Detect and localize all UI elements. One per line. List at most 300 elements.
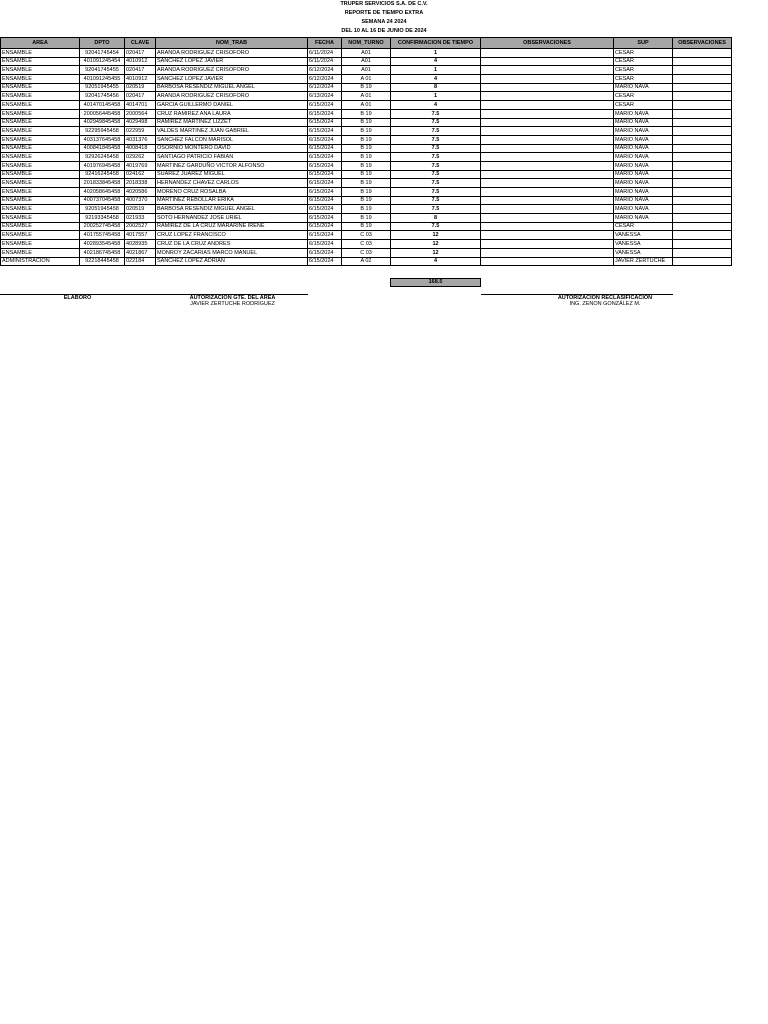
cell-fecha[interactable]: 6/15/2024 [308,231,342,240]
cell-dpto[interactable]: 201833845458 [80,179,125,188]
cell-fecha[interactable]: 6/11/2024 [308,57,342,66]
cell-nom-trab[interactable]: CRUZ RAMIREZ ANA LAURA [156,109,308,118]
cell-nom-turno[interactable]: B 19 [342,188,391,197]
cell-observaciones[interactable] [481,205,614,214]
cell-nom-turno[interactable]: A01 [342,66,391,75]
cell-area[interactable]: ENSAMBLE [1,101,80,110]
cell-sup[interactable]: JAVIER ZERTUCHE [614,257,673,266]
cell-confirmacion[interactable]: 4 [391,101,481,110]
cell-nom-trab[interactable]: RAMIREZ MARTINEZ LIZZET [156,118,308,127]
col-header-observaciones-2[interactable]: OBSERVACIONES [673,38,732,49]
cell-area[interactable]: ENSAMBLE [1,66,80,75]
cell-nom-turno[interactable]: B 19 [342,118,391,127]
cell-nom-turno[interactable]: A 02 [342,257,391,266]
cell-confirmacion[interactable]: 8 [391,83,481,92]
cell-fecha[interactable]: 6/15/2024 [308,170,342,179]
cell-dpto[interactable]: 401470145458 [80,101,125,110]
col-header-confirmacion[interactable]: CONFIRMACION DE TIEMPO [391,38,481,49]
cell-area[interactable]: ENSAMBLE [1,109,80,118]
cell-dpto[interactable]: 92218445458 [80,257,125,266]
cell-area[interactable]: ENSAMBLE [1,196,80,205]
cell-nom-turno[interactable]: B 19 [342,179,391,188]
cell-area[interactable]: ENSAMBLE [1,248,80,257]
cell-observaciones[interactable] [481,257,614,266]
cell-observaciones-2[interactable] [673,109,732,118]
cell-observaciones-2[interactable] [673,153,732,162]
cell-observaciones-2[interactable] [673,75,732,84]
cell-area[interactable]: ENSAMBLE [1,75,80,84]
cell-area[interactable]: ENSAMBLE [1,57,80,66]
report-week: SEMANA 24 2024 [361,19,407,25]
cell-confirmacion[interactable]: 7.5 [391,153,481,162]
cell-confirmacion[interactable]: 1 [391,66,481,75]
cell-sup[interactable]: MARIO NAVA [614,127,673,136]
cell-observaciones[interactable] [481,248,614,257]
cell-dpto[interactable]: 401091245454 [80,57,125,66]
cell-nom-turno[interactable]: B 19 [342,214,391,223]
table-row [1,135,732,144]
signature-gte-title: AUTORIZACION GTE. DEL AREA [189,295,276,301]
cell-observaciones-2[interactable] [673,83,732,92]
cell-clave[interactable]: 2000564 [125,109,156,118]
cell-area[interactable]: ENSAMBLE [1,92,80,101]
cell-fecha[interactable]: 6/15/2024 [308,179,342,188]
cell-nom-trab[interactable]: SOTO HERNANDEZ JOSE URIEL [156,214,308,223]
table-row [1,75,732,84]
cell-nom-trab[interactable]: ARANDA RODRIGUEZ CRISOFORO [156,66,308,75]
cell-fecha[interactable]: 6/15/2024 [308,214,342,223]
cell-observaciones-2[interactable] [673,248,732,257]
cell-observaciones-2[interactable] [673,170,732,179]
table-row [1,231,732,240]
cell-area[interactable]: ENSAMBLE [1,240,80,249]
cell-observaciones[interactable] [481,109,614,118]
cell-dpto[interactable]: 92295945458 [80,127,125,136]
cell-clave[interactable]: 4007370 [125,196,156,205]
cell-observaciones-2[interactable] [673,135,732,144]
cell-nom-turno[interactable]: A 01 [342,92,391,101]
cell-nom-turno[interactable]: C 03 [342,240,391,249]
table-row [1,127,732,136]
cell-confirmacion[interactable]: 8 [391,214,481,223]
cell-clave[interactable]: 020417 [125,49,156,58]
cell-nom-turno[interactable]: B 19 [342,83,391,92]
cell-observaciones[interactable] [481,196,614,205]
cell-clave[interactable]: 020417 [125,92,156,101]
cell-nom-trab[interactable]: CRUZ LOPEZ FRANCISCO [156,231,308,240]
cell-area[interactable]: ENSAMBLE [1,49,80,58]
cell-clave[interactable]: 020417 [125,66,156,75]
cell-nom-trab[interactable]: SANCHEZ LOPEZ ADRIAN [156,257,308,266]
cell-area[interactable]: ENSAMBLE [1,127,80,136]
signature-gte [160,295,305,307]
cell-area[interactable]: ENSAMBLE [1,205,80,214]
cell-nom-trab[interactable]: MORENO CRUZ ROSALBA [156,188,308,197]
table-row [1,240,732,249]
cell-dpto[interactable]: 401755745458 [80,231,125,240]
cell-nom-turno[interactable]: B 19 [342,144,391,153]
cell-observaciones-2[interactable] [673,118,732,127]
cell-nom-trab[interactable]: OSORNIO MONTERO DAVID [156,144,308,153]
cell-clave[interactable]: 022184 [125,257,156,266]
cell-observaciones-2[interactable] [673,57,732,66]
cell-clave[interactable]: 2018338 [125,179,156,188]
cell-sup[interactable]: MARIO NAVA [614,161,673,170]
cell-observaciones[interactable] [481,57,614,66]
cell-clave[interactable]: 020519 [125,83,156,92]
cell-observaciones-2[interactable] [673,257,732,266]
cell-dpto[interactable]: 402186745458 [80,248,125,257]
table-row [1,83,732,92]
cell-area[interactable]: ENSAMBLE [1,118,80,127]
cell-fecha[interactable]: 6/15/2024 [308,196,342,205]
cell-sup[interactable]: MARIO NAVA [614,214,673,223]
cell-fecha[interactable]: 6/15/2024 [308,135,342,144]
cell-fecha[interactable]: 6/15/2024 [308,153,342,162]
report-title: REPORTE DE TIEMPO EXTRA [344,10,424,16]
cell-observaciones[interactable] [481,188,614,197]
cell-observaciones-2[interactable] [673,240,732,249]
cell-nom-turno[interactable]: A01 [342,49,391,58]
cell-observaciones[interactable] [481,66,614,75]
cell-observaciones[interactable] [481,118,614,127]
cell-clave[interactable]: 4010912 [125,75,156,84]
company-name: TRUPER SERVICIOS S.A. DE C.V. [340,1,428,7]
cell-fecha[interactable]: 6/15/2024 [308,118,342,127]
cell-confirmacion[interactable]: 4 [391,57,481,66]
signature-reclas-title: AUTORIZACION RECLASIFICACION [557,295,653,301]
cell-observaciones-2[interactable] [673,127,732,136]
cell-sup[interactable]: CESAR [614,222,673,231]
cell-dpto[interactable]: 400841845458 [80,144,125,153]
cell-clave[interactable]: 4020586 [125,188,156,197]
cell-observaciones-2[interactable] [673,161,732,170]
table-row [1,49,732,58]
cell-confirmacion[interactable]: 4 [391,257,481,266]
cell-observaciones-2[interactable] [673,179,732,188]
cell-nom-turno[interactable]: A01 [342,57,391,66]
cell-nom-turno[interactable]: C 03 [342,231,391,240]
cell-nom-trab[interactable]: CRUZ DE LA CRUZ ANDRES [156,240,308,249]
overtime-table [0,37,732,266]
cell-dpto[interactable]: 92041745454 [80,49,125,58]
cell-confirmacion[interactable]: 1 [391,92,481,101]
cell-nom-turno[interactable]: B 19 [342,153,391,162]
cell-confirmacion[interactable]: 4 [391,75,481,84]
cell-fecha[interactable]: 6/15/2024 [308,101,342,110]
cell-sup[interactable]: MARIO NAVA [614,179,673,188]
table-row [1,222,732,231]
cell-confirmacion[interactable]: 7.5 [391,135,481,144]
cell-observaciones-2[interactable] [673,92,732,101]
table-row [1,109,732,118]
table-row [1,144,732,153]
cell-observaciones[interactable] [481,83,614,92]
cell-nom-turno[interactable]: B 19 [342,127,391,136]
cell-confirmacion[interactable]: 12 [391,240,481,249]
cell-sup[interactable]: MARIO NAVA [614,144,673,153]
cell-nom-trab[interactable]: SANCHEZ LOPEZ JAVIER [156,57,308,66]
table-row [1,179,732,188]
cell-confirmacion[interactable]: 12 [391,248,481,257]
cell-nom-trab[interactable]: MARTINEZ REBOLLAR ERIKA [156,196,308,205]
signature-reclasificacion [530,295,680,307]
cell-clave[interactable]: 4008418 [125,144,156,153]
cell-area[interactable]: ENSAMBLE [1,222,80,231]
cell-dpto[interactable]: 92041745456 [80,92,125,101]
cell-observaciones-2[interactable] [673,188,732,197]
table-row [1,153,732,162]
cell-clave[interactable]: 4021867 [125,248,156,257]
cell-observaciones-2[interactable] [673,144,732,153]
report-date-range: DEL 10 AL 16 DE JUNIO DE 2024 [341,28,427,34]
col-header-area[interactable]: AREA [1,38,80,49]
cell-clave[interactable]: 4017557 [125,231,156,240]
cell-nom-trab[interactable]: GARCIA GUILLERMO DANIEL [156,101,308,110]
cell-area[interactable]: ADMINISTRACION [1,257,80,266]
cell-fecha[interactable]: 6/15/2024 [308,144,342,153]
cell-clave[interactable]: 2002527 [125,222,156,231]
cell-sup[interactable]: CESAR [614,101,673,110]
col-header-observaciones[interactable]: OBSERVACIONES [481,38,614,49]
cell-clave[interactable]: 021933 [125,214,156,223]
cell-sup[interactable]: CESAR [614,75,673,84]
cell-confirmacion[interactable]: 7.5 [391,170,481,179]
signature-reclas-name: ING. ZENON GONZÁLEZ M. [569,301,641,307]
total-hours-cell[interactable]: 168.5 [390,278,481,287]
col-header-clave[interactable]: CLAVE [125,38,156,49]
table-row [1,205,732,214]
cell-confirmacion[interactable]: 7.5 [391,109,481,118]
cell-observaciones[interactable] [481,170,614,179]
table-row [1,170,732,179]
cell-fecha[interactable]: 6/15/2024 [308,188,342,197]
table-row [1,101,732,110]
cell-sup[interactable]: MARIO NAVA [614,170,673,179]
cell-dpto[interactable]: 401091245455 [80,75,125,84]
cell-confirmacion[interactable]: 7.5 [391,222,481,231]
signature-elaboro [30,295,125,301]
table-row [1,214,732,223]
cell-fecha[interactable]: 6/12/2024 [308,83,342,92]
cell-confirmacion[interactable]: 7.5 [391,127,481,136]
cell-nom-turno[interactable]: A 01 [342,75,391,84]
cell-nom-trab[interactable]: BARBOSA RESENDIZ MIGUEL ANGEL [156,83,308,92]
col-header-nom-turno[interactable]: NOM_TURNO [342,38,391,49]
table-row [1,57,732,66]
cell-observaciones-2[interactable] [673,66,732,75]
cell-confirmacion[interactable]: 1 [391,49,481,58]
cell-confirmacion[interactable]: 7.5 [391,118,481,127]
col-header-dpto[interactable]: DPTO [80,38,125,49]
cell-nom-turno[interactable]: B 19 [342,161,391,170]
cell-observaciones[interactable] [481,240,614,249]
cell-fecha[interactable]: 6/15/2024 [308,222,342,231]
cell-nom-turno[interactable]: A 01 [342,101,391,110]
cell-sup[interactable]: CESAR [614,57,673,66]
cell-nom-trab[interactable]: MONROY ZACARIAS MARCO MANUEL [156,248,308,257]
cell-dpto[interactable]: 403137645458 [80,135,125,144]
cell-nom-trab[interactable]: RAMIREZ DE LA CRUZ MARARINE IRENE [156,222,308,231]
cell-nom-turno[interactable]: B 19 [342,109,391,118]
cell-confirmacion[interactable]: 7.5 [391,144,481,153]
table-row [1,66,732,75]
cell-fecha[interactable]: 6/15/2024 [308,161,342,170]
cell-nom-turno[interactable]: C 03 [342,248,391,257]
cell-observaciones[interactable] [481,101,614,110]
cell-observaciones[interactable] [481,161,614,170]
cell-observaciones[interactable] [481,49,614,58]
cell-area[interactable]: ENSAMBLE [1,153,80,162]
cell-sup[interactable]: VANESSA [614,248,673,257]
cell-nom-turno[interactable]: B 19 [342,196,391,205]
cell-sup[interactable]: MARIO NAVA [614,135,673,144]
cell-nom-trab[interactable]: HERNANDEZ CHAVEZ CARLOS [156,179,308,188]
cell-dpto[interactable]: 401976945458 [80,161,125,170]
cell-fecha[interactable]: 6/11/2024 [308,49,342,58]
cell-sup[interactable]: VANESSA [614,240,673,249]
cell-area[interactable]: ENSAMBLE [1,161,80,170]
cell-nom-turno[interactable]: B 19 [342,135,391,144]
cell-observaciones-2[interactable] [673,49,732,58]
cell-nom-turno[interactable]: B 19 [342,205,391,214]
cell-clave[interactable]: 4031376 [125,135,156,144]
cell-dpto[interactable]: 92193345458 [80,214,125,223]
cell-fecha[interactable]: 6/15/2024 [308,257,342,266]
cell-fecha[interactable]: 6/15/2024 [308,205,342,214]
cell-nom-trab[interactable]: SANCHEZ LOPEZ JAVIER [156,75,308,84]
cell-clave[interactable]: 4010912 [125,57,156,66]
cell-dpto[interactable]: 200056445458 [80,109,125,118]
cell-observaciones[interactable] [481,135,614,144]
cell-observaciones[interactable] [481,214,614,223]
cell-area[interactable]: ENSAMBLE [1,214,80,223]
cell-dpto[interactable]: 92416245458 [80,170,125,179]
table-row [1,188,732,197]
cell-fecha[interactable]: 6/13/2024 [308,92,342,101]
cell-area[interactable]: ENSAMBLE [1,179,80,188]
cell-observaciones-2[interactable] [673,205,732,214]
cell-observaciones[interactable] [481,179,614,188]
cell-area[interactable]: ENSAMBLE [1,83,80,92]
cell-observaciones[interactable] [481,153,614,162]
signature-gte-name: JAVIER ZERTUCHE RODRIGUEZ [190,301,275,307]
cell-nom-trab[interactable]: SANCHEZ FALCON MARISOL [156,135,308,144]
cell-nom-trab[interactable]: MARTINEZ GARDUÑO VICTOR ALFONSO [156,161,308,170]
cell-sup[interactable]: VANESSA [614,231,673,240]
cell-confirmacion[interactable]: 7.5 [391,188,481,197]
cell-clave[interactable]: 020519 [125,205,156,214]
cell-fecha[interactable]: 6/15/2024 [308,127,342,136]
cell-confirmacion[interactable]: 7.5 [391,161,481,170]
col-header-fecha[interactable]: FECHA [308,38,342,49]
cell-fecha[interactable]: 6/15/2024 [308,248,342,257]
cell-nom-trab[interactable]: SUAREZ JUAREZ MIGUEL [156,170,308,179]
cell-nom-trab[interactable]: BARBOSA RESENDIZ MIGUEL ANGEL [156,205,308,214]
cell-clave[interactable]: 024162 [125,170,156,179]
cell-dpto[interactable]: 402893545458 [80,240,125,249]
cell-observaciones[interactable] [481,92,614,101]
cell-clave[interactable]: 4014701 [125,101,156,110]
cell-observaciones[interactable] [481,231,614,240]
cell-clave[interactable]: 029262 [125,153,156,162]
cell-fecha[interactable]: 6/12/2024 [308,66,342,75]
cell-observaciones[interactable] [481,127,614,136]
cell-sup[interactable]: MARIO NAVA [614,118,673,127]
col-header-nom-trab[interactable]: NOM_TRAB [156,38,308,49]
cell-nom-turno[interactable]: B 19 [342,170,391,179]
table-row [1,257,732,266]
cell-clave[interactable]: 4019769 [125,161,156,170]
cell-dpto[interactable]: 402949845458 [80,118,125,127]
cell-sup[interactable]: MARIO NAVA [614,188,673,197]
cell-sup[interactable]: MARIO NAVA [614,205,673,214]
cell-fecha[interactable]: 6/15/2024 [308,109,342,118]
cell-observaciones[interactable] [481,144,614,153]
cell-observaciones-2[interactable] [673,214,732,223]
cell-sup[interactable]: MARIO NAVA [614,153,673,162]
table-row [1,161,732,170]
table-row [1,196,732,205]
cell-dpto[interactable]: 402058645458 [80,188,125,197]
cell-observaciones-2[interactable] [673,196,732,205]
signature-elaboro-label: ELABORO [63,295,92,301]
cell-fecha[interactable]: 6/15/2024 [308,240,342,249]
cell-observaciones-2[interactable] [673,222,732,231]
cell-area[interactable]: ENSAMBLE [1,231,80,240]
cell-nom-trab[interactable]: ARANDA RODRIGUEZ CRISOFORO [156,92,308,101]
cell-confirmacion[interactable]: 12 [391,231,481,240]
cell-sup[interactable]: CESAR [614,49,673,58]
cell-sup[interactable]: CESAR [614,92,673,101]
cell-observaciones-2[interactable] [673,101,732,110]
cell-sup[interactable]: MARIO NAVA [614,196,673,205]
cell-area[interactable]: ENSAMBLE [1,144,80,153]
cell-dpto[interactable]: 400737045458 [80,196,125,205]
cell-clave[interactable]: 4029498 [125,118,156,127]
cell-sup[interactable]: MARIO NAVA [614,109,673,118]
cell-dpto[interactable]: 92041745455 [80,66,125,75]
cell-observaciones[interactable] [481,222,614,231]
cell-clave[interactable]: 022959 [125,127,156,136]
cell-observaciones[interactable] [481,75,614,84]
table-row [1,92,732,101]
cell-clave[interactable]: 4028935 [125,240,156,249]
cell-area[interactable]: ENSAMBLE [1,188,80,197]
cell-dpto[interactable]: 200252745458 [80,222,125,231]
cell-sup[interactable]: CESAR [614,66,673,75]
cell-observaciones-2[interactable] [673,231,732,240]
col-header-sup[interactable]: SUP [614,38,673,49]
cell-area[interactable]: ENSAMBLE [1,170,80,179]
table-row [1,118,732,127]
cell-nom-trab[interactable]: SANTIAGO PATRICIO FABIAN [156,153,308,162]
cell-confirmacion[interactable]: 7.5 [391,205,481,214]
cell-confirmacion[interactable]: 7.5 [391,196,481,205]
cell-dpto[interactable]: 92051945458 [80,205,125,214]
cell-nom-trab[interactable]: ARANDA RODRIGUEZ CRISOFORO [156,49,308,58]
cell-nom-turno[interactable]: B 19 [342,222,391,231]
cell-fecha[interactable]: 6/12/2024 [308,75,342,84]
cell-nom-trab[interactable]: VALDES MARTINEZ JUAN GABRIEL [156,127,308,136]
cell-sup[interactable]: MARIO NAVA [614,83,673,92]
cell-confirmacion[interactable]: 7.5 [391,179,481,188]
table-header-row [1,38,732,49]
table-row [1,248,732,257]
cell-dpto[interactable]: 92926245458 [80,153,125,162]
cell-dpto[interactable]: 92051945455 [80,83,125,92]
cell-area[interactable]: ENSAMBLE [1,135,80,144]
